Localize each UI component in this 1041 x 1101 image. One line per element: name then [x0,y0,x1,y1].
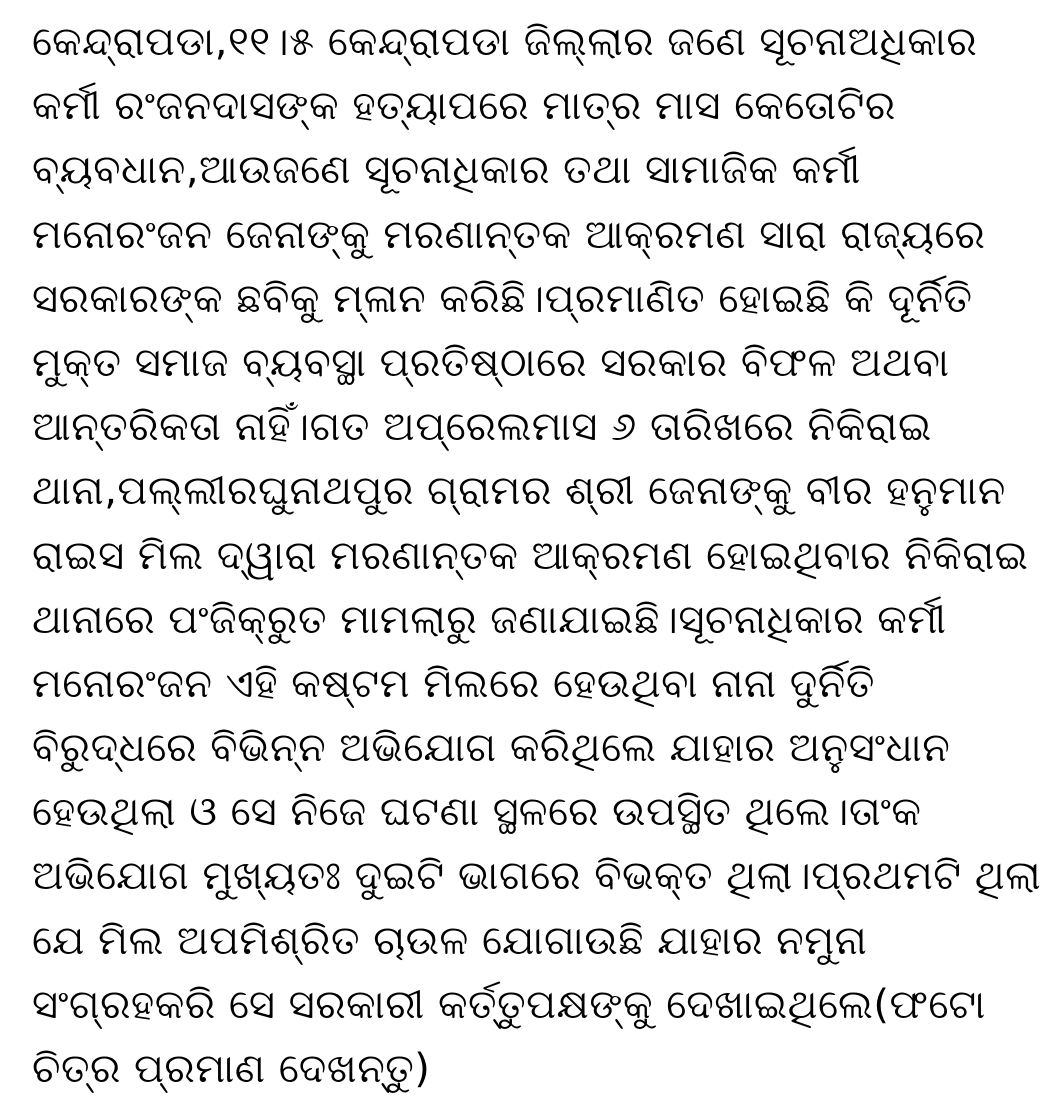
article-line-16: ସଂଗ୍ରହକରି ସେ ସରକାରୀ କର୍ତ୍ତୁପକ୍ଷଙ୍କୁ ଦେଖାଇଥିଲେ(ଫଟୋ [32,981,986,1028]
article-line-10: ଥାନାରେ ପଂଜିକ୍ରୁତ ମାମଲାରୁ ଜଣାଯାଇଛି।ସୂଚନାଧିକାର କର୍ମୀ [32,596,947,643]
article-line-6: ମୁକ୍ତ ସମାଜ ବ୍ୟବସ୍ଥା ପ୍ରତିଷ୍ଠାରେ ସରକାର ବିଫଳ ଅଥବା [32,339,950,386]
article-line-2: କର୍ମୀ ରଂଜନଦାସଙ୍କ ହତ୍ୟାପରେ ମାତ୍ର ମାସ କେତୋଟିର [32,83,896,130]
article-line-8: ଥାନା,ପଲ୍ଲୀରଘୁନାଥପୁର ଗ୍ରାମର ଶ୍ରୀ ଜେନାଙ୍କୁ ବୀର ହନୁମାନ [32,468,1006,515]
article-body [32,10,1041,1101]
article-line-4: ମନୋରଂଜନ ଜେନାଙ୍କୁ ମରଣାନ୍ତକ ଆକ୍ରମଣ ସାରା ରାଜ୍ୟରେ [32,211,986,258]
article-line-3: ବ୍ୟବଧାନ,ଆଉଜଣେ ସୂଚନାଧିକାର ତଥା ସାମାଜିକ କର୍ମୀ [32,147,861,194]
article-line-7: ଆନ୍ତରିକତା ନାହିଁ।ଗତ ଅପ୍ରେଲମାସ ୬ ତାରିଖରେ ନିକିରାଇ [32,404,932,451]
article-line-9: ରାଇସ ମିଲ ଦ୍ୱାରା ମରଣାନ୍ତକ ଆକ୍ରମଣ ହୋଇଥିବାର ନିକିରାଇ [32,532,1029,579]
article-line-12: ବିରୁଦ୍ଧରେ ବିଭିନ୍ନ ଅଭିଯୋଗ କରିଥିଲେ ଯାହାର ଅନୁସଂଧାନ [32,725,951,772]
article-line-15: ଯେ ମିଲ ଅପମିଶ୍ରିତ ଚାଉଳ ଯୋଗାଉଛି ଯାହାର ନମୁନା [32,917,868,964]
article-line-13: ହେଉଥିଲା ଓ ସେ ନିଜେ ଘଟଣା ସ୍ଥଳରେ ଉପସ୍ଥିତ ଥିଲେ।ତାଂକ [32,789,922,836]
article-line-5: ସରକାରଙ୍କ ଛବିକୁ ମ୍ଳାନ କରିଛି।ପ୍ରମାଣିତ ହୋଇଛି କି ଦୂର୍ନିତି [32,275,973,322]
article-line-1: କେନ୍ଦ୍ରାପଡା,୧୧।୫ କେନ୍ଦ୍ରାପଡା ଜିଲ୍ଲାର ଜଣେ ସୂଚନାଅଧିକାର [32,19,978,65]
article-line-17: ଚିତ୍ର ପ୍ରମାଣ ଦେଖନ୍ତୁ) [32,1046,431,1092]
article-line-14: ଅଭିଯୋଗ ମୁଖ୍ୟତଃ ଦୁଇଟି ଭାଗରେ ବିଭକ୍ତ ଥିଲା।ପ୍ରଥମଟି ଥିଲା [32,853,1041,900]
article-line-11: ମନୋରଂଜନ ଏହି କଷ୍ଟମ ମିଲରେ ହେଉଥିବା ନାନା ଦୁର୍ନିତି [32,660,875,707]
